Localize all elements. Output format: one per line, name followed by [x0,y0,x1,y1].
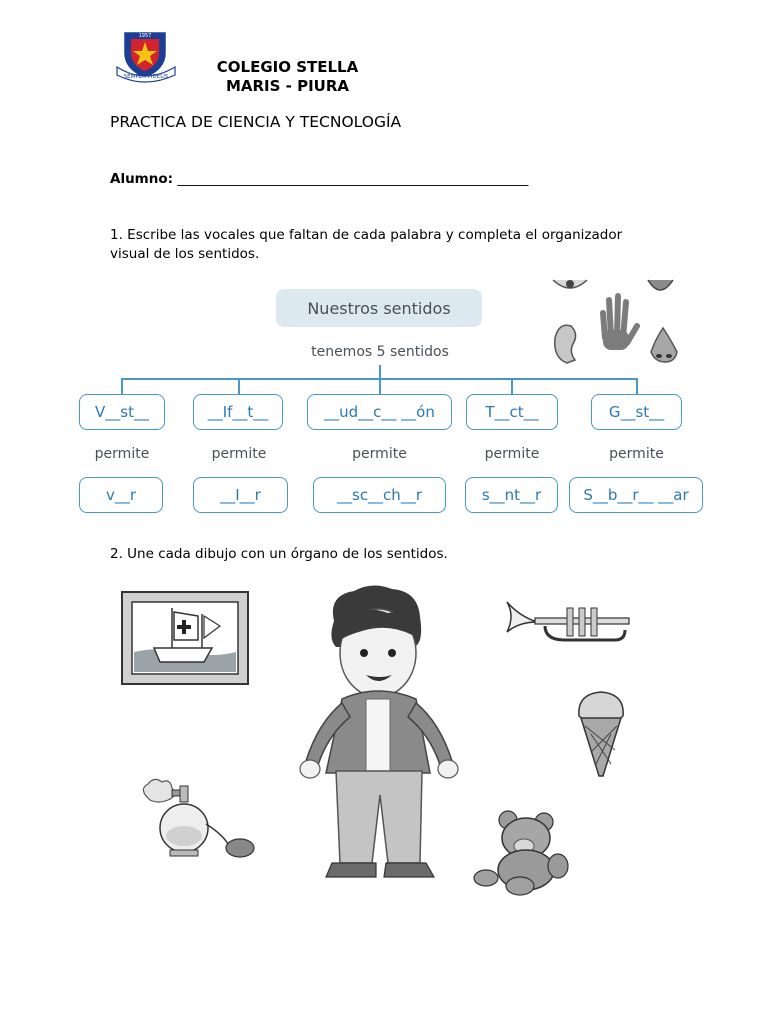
trumpet-icon [505,598,633,646]
connector-1 [121,378,123,394]
permite-label-4: permite [484,446,540,462]
mouth-icon [648,280,673,290]
action-box-2[interactable]: __I__r [193,477,288,513]
nose-icon [651,328,677,362]
hand-icon [603,296,637,350]
permite-label-2: permite [211,446,267,462]
sense-box-3[interactable]: __ud__c__ __ón [307,394,452,430]
logo-year: 1957 [138,33,152,39]
connector-4 [511,378,513,394]
school-logo [113,27,179,85]
ear-icon [555,325,576,363]
connector-2 [238,378,240,394]
sense-box-4[interactable]: T__ct__ [466,394,558,430]
permite-label-3: permite [352,446,407,462]
sense-box-5[interactable]: G__st__ [591,394,682,430]
permite-label-1: permite [94,446,150,462]
school-name: COLEGIO STELLA MARIS - PIURA [216,58,359,95]
organizer-subtitle: tenemos 5 sentidos [311,344,449,360]
question-1-text: 1. Escribe las vocales que faltan de cada palabra y completa el organizador visual de los sentidos. [110,227,623,262]
logo-motto: SEMPER FIDELIS [123,74,169,80]
boy-illustration [292,583,472,883]
action-box-3[interactable]: __sc__ch__r [313,477,446,513]
sense-box-1[interactable]: V__st__ [79,394,165,430]
page-title: PRACTICA DE CIENCIA Y TECNOLOGÍA [110,113,402,131]
senses-icons [545,278,695,368]
eye-icon [553,280,587,288]
ice-cream-icon [575,690,627,778]
perfume-bottle-icon [140,776,270,860]
student-label: Alumno: [110,171,174,187]
connector-trunk [379,365,381,379]
teddy-bear-icon [472,810,572,896]
action-box-5[interactable]: S__b__r__ __ar [569,477,703,513]
action-box-1[interactable]: v__r [79,477,163,513]
question-2-text: 2. Une cada dibujo con un órgano de los sentidos. [110,546,448,562]
action-box-4[interactable]: s__nt__r [465,477,558,513]
permite-label-5: permite [609,446,664,462]
organizer-title: Nuestros sentidos [276,289,482,327]
connector-5 [636,378,638,394]
student-name-line[interactable]: ____________________________________________________ [177,171,529,187]
connector-3 [379,378,381,394]
framed-ship-picture [120,590,250,686]
sense-box-2[interactable]: __If__t__ [193,394,283,430]
student-field [110,171,528,187]
